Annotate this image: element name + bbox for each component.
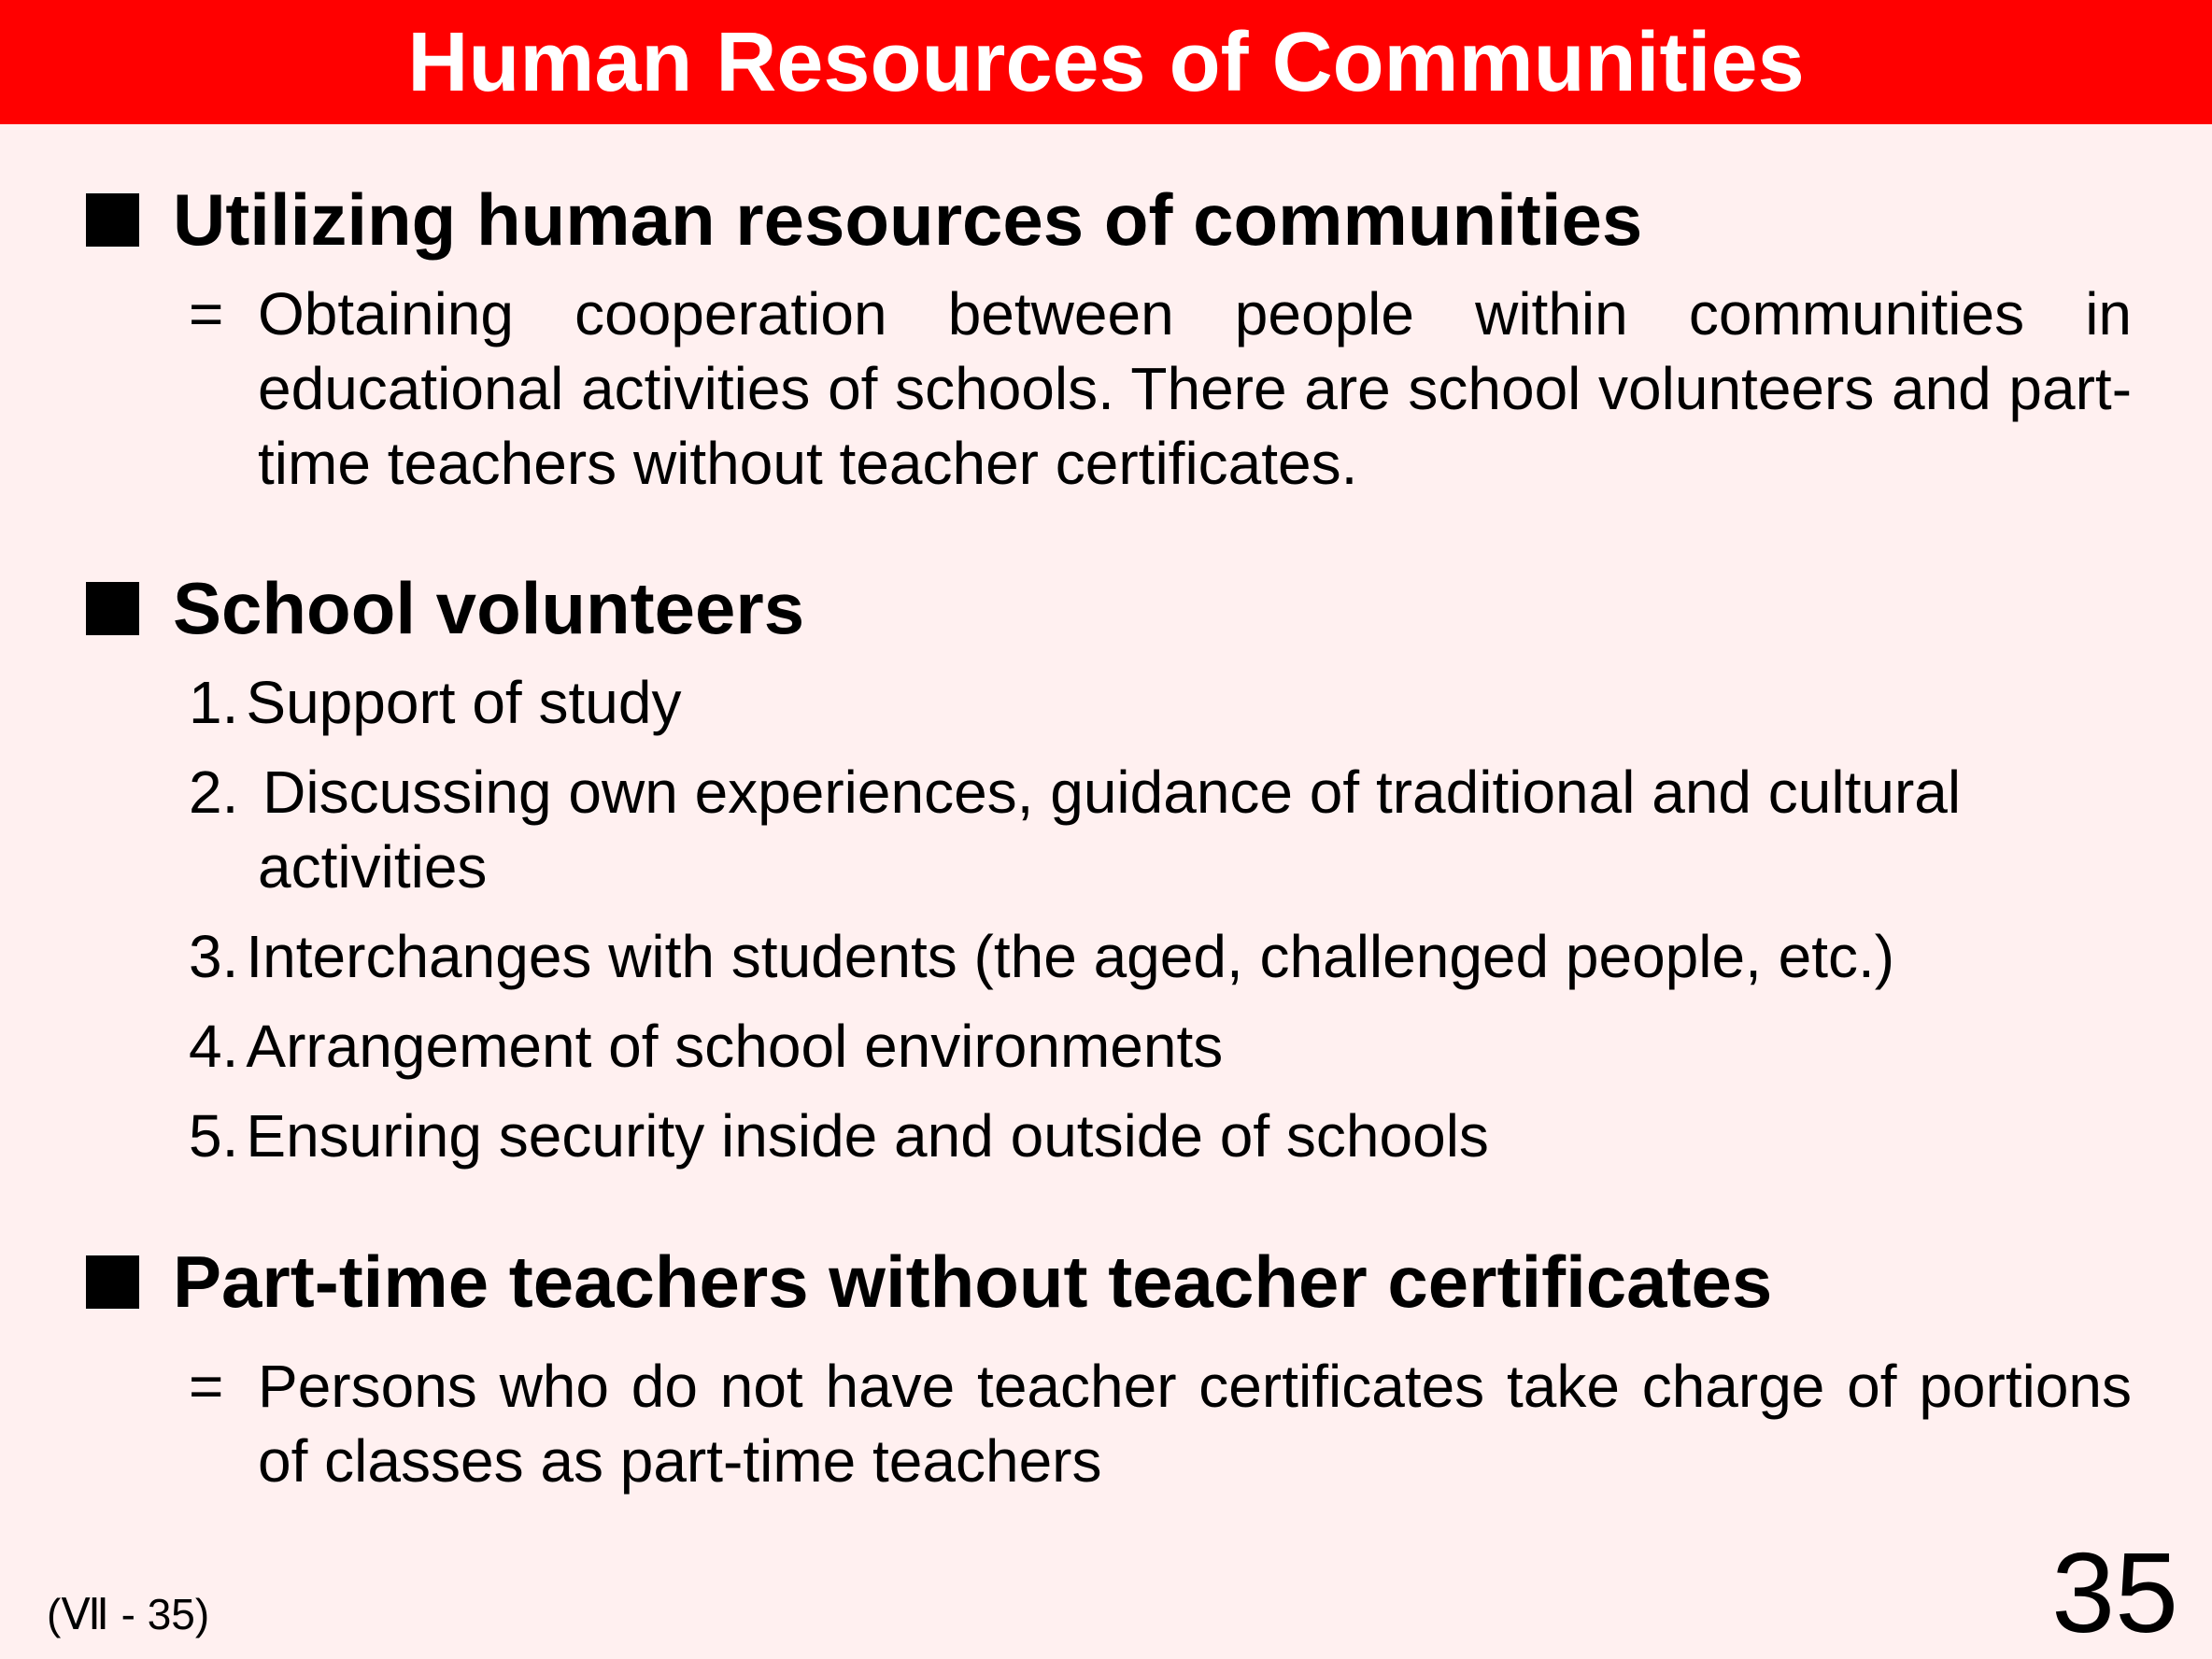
title-bar	[0, 0, 2212, 124]
list-item	[189, 919, 2132, 994]
equals-marker: =	[189, 280, 224, 347]
list-item-number: 1.	[189, 669, 239, 736]
list-item-continuation: activities	[258, 833, 488, 900]
list-item-text: Ensuring security inside and outside of schools	[246, 1102, 1489, 1170]
list-item-number: 2.	[189, 759, 239, 826]
list-item	[189, 755, 2132, 904]
list-item	[189, 1009, 2132, 1084]
section-title: Utilizing human resources of communities	[173, 178, 1643, 261]
list-item-text: Interchanges with students (the aged, challenged people, etc.)	[246, 923, 1895, 990]
list-item-text: Arrangement of school environments	[246, 1013, 1224, 1080]
section-title: Part-time teachers without teacher certificates	[173, 1241, 1773, 1323]
list-item-text: Discussing own experiences, guidance of traditional and cultural	[262, 759, 1962, 826]
utilizing-definition	[189, 276, 2132, 501]
page-number: 35	[2051, 1529, 2178, 1656]
square-bullet-icon	[86, 193, 139, 247]
slide-title: Human Resources of Communities	[407, 16, 1805, 109]
square-bullet-icon	[86, 582, 139, 635]
utilizing-definition-text: Obtaining cooperation between people within communities in educational activities of schools. There are school volunteers and part-time teachers without teacher certificates.	[258, 280, 2132, 497]
section-heading-part-time-teachers	[86, 1237, 1772, 1326]
list-item	[189, 1099, 2132, 1173]
list-item-line	[189, 755, 2132, 830]
part-time-definition	[189, 1349, 2132, 1498]
section-title: School volunteers	[173, 567, 805, 649]
equals-marker: =	[189, 1353, 224, 1420]
list-item-number: 4.	[189, 1013, 239, 1080]
list-item-text: Support of study	[246, 669, 682, 736]
square-bullet-icon	[86, 1255, 139, 1309]
list-item-number: 5.	[189, 1102, 239, 1170]
section-heading-school-volunteers	[86, 563, 804, 653]
footer-reference: (Ⅶ - 35)	[47, 1590, 210, 1638]
list-item-number: 3.	[189, 923, 239, 990]
part-time-definition-text: Persons who do not have teacher certificates take charge of portions of classes as part-time teachers	[258, 1353, 2132, 1495]
section-heading-utilizing	[86, 175, 1642, 264]
list-item	[189, 665, 2132, 740]
